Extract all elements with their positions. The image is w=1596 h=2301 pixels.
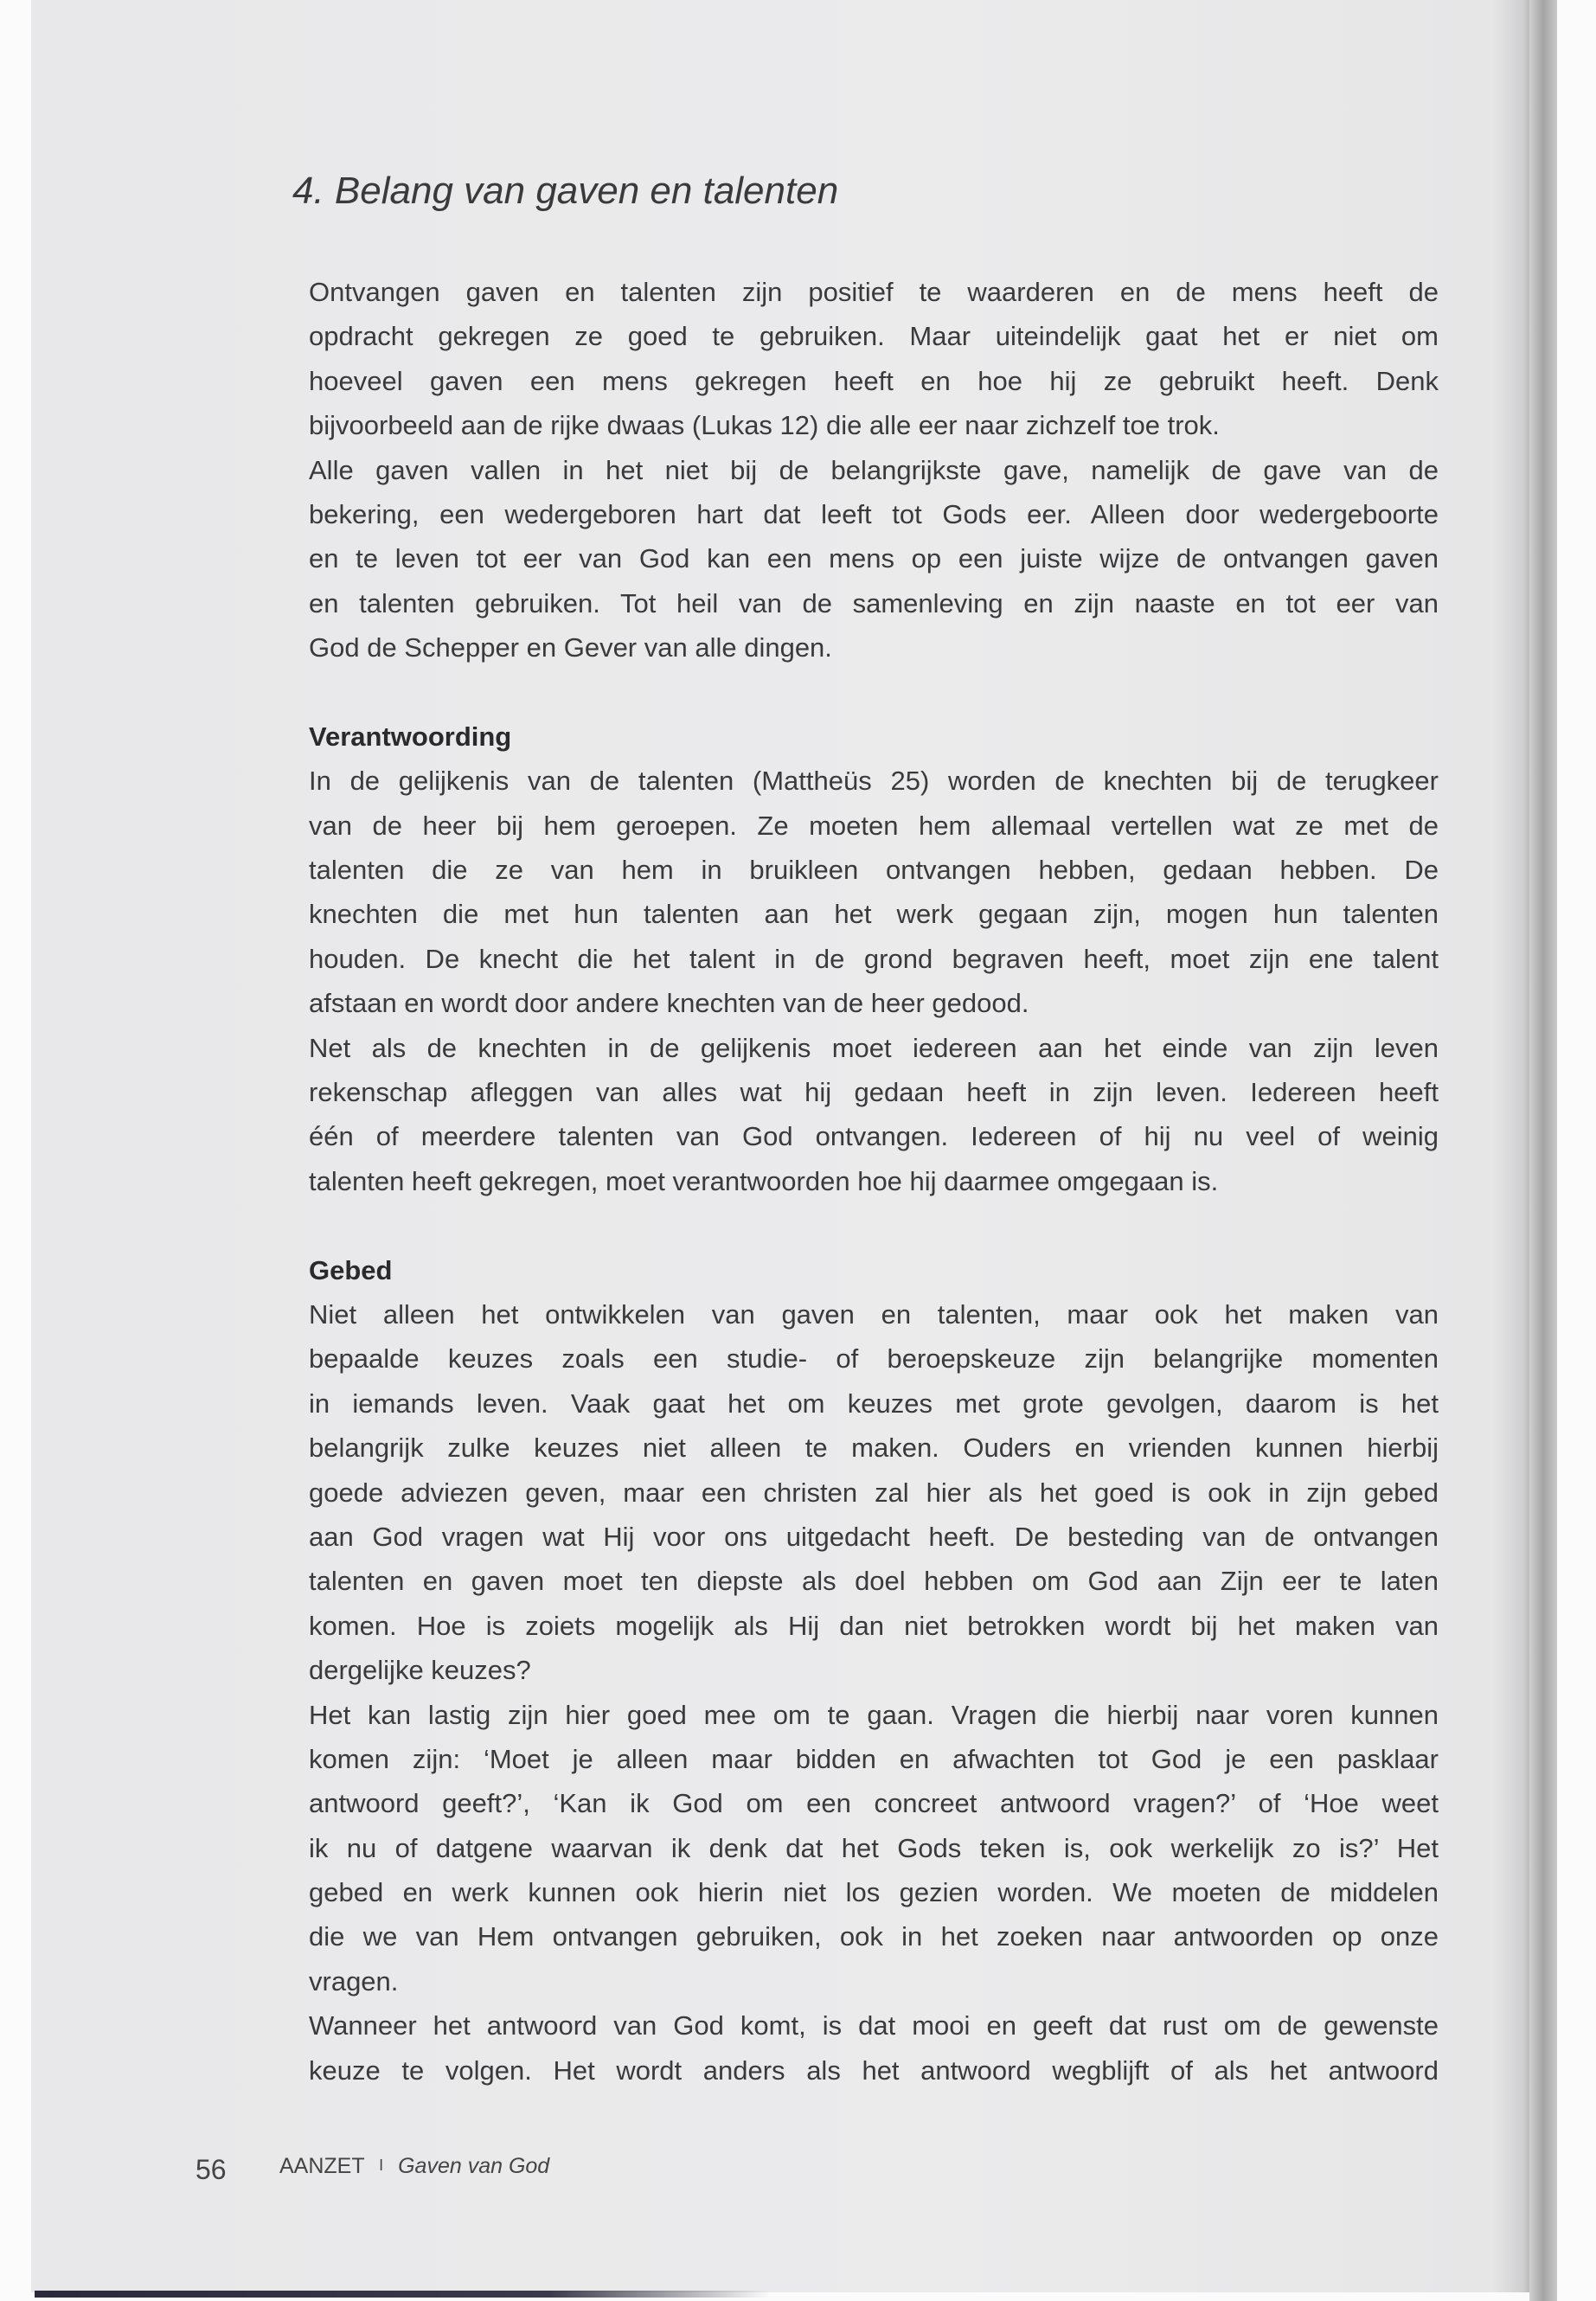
text-line: dergelijke keuzes? xyxy=(309,1655,531,1686)
text-line: hoeveel gaven een mens gekregen heeft en hoe hij ze gebruikt heeft. Denk xyxy=(309,365,1439,396)
text-line: Het kan lastig zijn hier goed mee om te gaan. Vragen die hierbij naar voren kunnen xyxy=(309,1699,1439,1730)
text-line: keuze te volgen. Het wordt anders als het antwoord wegblijft of als het antwoord xyxy=(309,2054,1439,2086)
text-line: van de heer bij hem geroepen. Ze moeten hem allemaal vertellen wat ze met de xyxy=(309,810,1439,841)
body-text xyxy=(309,270,1439,2093)
text-line: één of meerdere talenten van God ontvangen. Iedereen of hij nu veel of weinig xyxy=(309,1121,1439,1152)
running-footer xyxy=(279,2154,549,2179)
page-bottom-edge xyxy=(35,2291,770,2298)
text-line: komen. Hoe is zoiets mogelijk als Hij dan niet betrokken wordt bij het maken van xyxy=(309,1610,1439,1641)
text-line: In de gelijkenis van de talenten (Mattheüs 25) worden de knechten bij de terugkeer xyxy=(309,766,1439,797)
subheading: Verantwoording xyxy=(309,721,512,752)
section-title: 4. Belang van gaven en talenten xyxy=(292,170,839,212)
book-title: Gaven van God xyxy=(398,2154,550,2178)
blank-line xyxy=(309,1203,1439,1247)
text-line: ik nu of datgene waarvan ik denk dat het Gods teken is, ook werkelijk zo is?’ Het xyxy=(309,1832,1439,1863)
text-line: rekenschap afleggen van alles wat hij gedaan heeft in zijn leven. Iedereen heeft xyxy=(309,1077,1439,1108)
text-line: talenten heeft gekregen, moet verantwoorden hoe hij daarmee omgegaan is. xyxy=(309,1165,1219,1196)
footer-separator: I xyxy=(379,2157,384,2174)
text-line: antwoord geeft?’, ‘Kan ik God om een concreet antwoord vragen?’ of ‘Hoe weet xyxy=(309,1788,1439,1819)
text-line: Wanneer het antwoord van God komt, is dat mooi en geeft dat rust om de gewenste xyxy=(309,2010,1439,2041)
text-line: in iemands leven. Vaak gaat het om keuzes met grote gevolgen, daarom is het xyxy=(309,1388,1439,1419)
text-line: opdracht gekregen ze goed te gebruiken. Maar uiteindelijk gaat het er niet om xyxy=(309,321,1439,352)
text-line: Alle gaven vallen in het niet bij de belangrijkste gave, namelijk de gave van de xyxy=(309,454,1439,485)
text-line: en te leven tot eer van God kan een mens op een juiste wijze de ontvangen gaven xyxy=(309,543,1439,574)
text-line: komen zijn: ‘Moet je alleen maar bidden en afwachten tot God je een pasklaar xyxy=(309,1743,1439,1774)
text-line: die we van Hem ontvangen gebruiken, ook in het zoeken naar antwoorden op onze xyxy=(309,1921,1439,1952)
text-line: gebed en werk kunnen ook hierin niet los gezien worden. We moeten de middelen xyxy=(309,1877,1439,1908)
text-line: Niet alleen het ontwikkelen van gaven en talenten, maar ook het maken van xyxy=(309,1298,1439,1330)
text-line: en talenten gebruiken. Tot heil van de samenleving en zijn naaste en tot eer van xyxy=(309,587,1439,619)
text-line: bekering, een wedergeboren hart dat leeft tot Gods eer. Alleen door wedergeboorte xyxy=(309,498,1439,529)
text-line: aan God vragen wat Hij voor ons uitgedacht heeft. De besteding van de ontvangen xyxy=(309,1521,1439,1552)
series-name: AANZET xyxy=(279,2154,365,2178)
text-line: talenten en gaven moet ten diepste als doel hebben om God aan Zijn eer te laten xyxy=(309,1566,1439,1597)
text-line: knechten die met hun talenten aan het werk gegaan zijn, mogen hun talenten xyxy=(309,899,1439,930)
text-line: Net als de knechten in de gelijkenis moet iedereen aan het einde van zijn leven xyxy=(309,1032,1439,1063)
text-line: vragen. xyxy=(309,1965,399,1997)
subheading: Gebed xyxy=(309,1254,393,1285)
text-line: Ontvangen gaven en talenten zijn positief te waarderen en de mens heeft de xyxy=(309,277,1439,307)
text-line: afstaan en wordt door andere knechten van de heer gedood. xyxy=(309,988,1029,1019)
page-number: 56 xyxy=(195,2154,227,2185)
text-line: houden. De knecht die het talent in de grond begraven heeft, moet zijn ene talent xyxy=(309,943,1439,974)
book-spine-edge xyxy=(1529,0,1557,2301)
text-line: goede adviezen geven, maar een christen zal hier als het goed is ook in zijn gebed xyxy=(309,1477,1439,1508)
text-line: bepaalde keuzes zoals een studie- of beroepskeuze zijn belangrijke momenten xyxy=(309,1343,1439,1375)
text-line: belangrijk zulke keuzes niet alleen te maken. Ouders en vrienden kunnen hierbij xyxy=(309,1433,1439,1464)
text-line: bijvoorbeeld aan de rijke dwaas (Lukas 12) die alle eer naar zichzelf toe trok. xyxy=(309,410,1220,441)
text-line: God de Schepper en Gever van alle dingen. xyxy=(309,632,832,663)
blank-line xyxy=(309,670,1439,715)
text-line: talenten die ze van hem in bruikleen ontvangen hebben, gedaan hebben. De xyxy=(309,855,1439,886)
